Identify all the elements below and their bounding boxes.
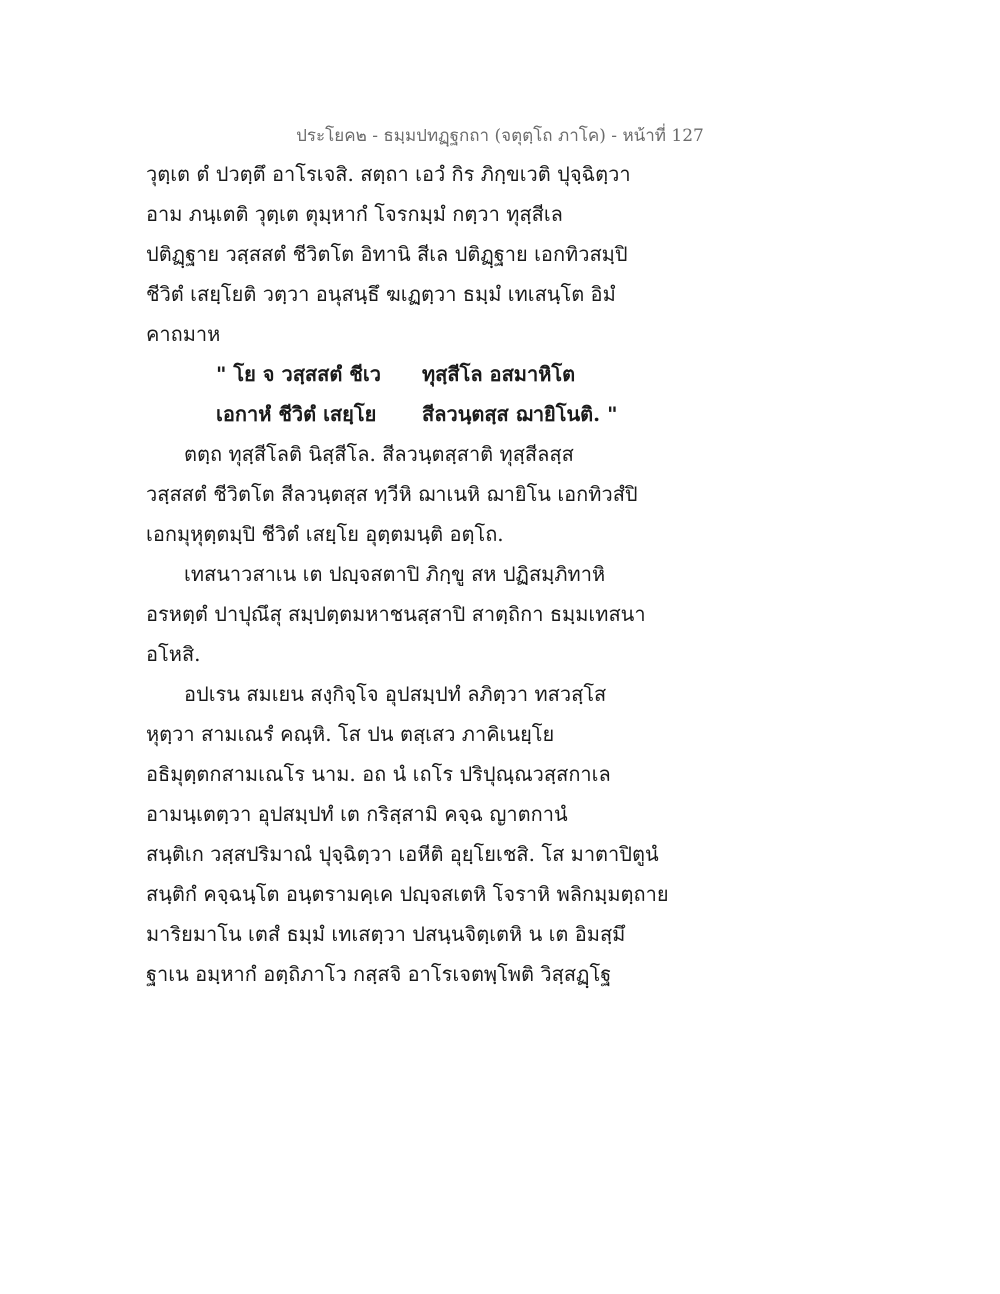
verse-second-half: ทุสฺสีโล อสมาหิโต [422,362,576,386]
text-line: วุตฺเต ตํ ปวตฺตึ อาโรเจสิ. สตฺถา เอวํ กิร ภิกฺขเวติ ปุจฺฉิตฺวา [146,162,631,186]
text-line: ปติฏฺฐาย วสฺสสตํ ชีวิตโต อิทานิ สีเล ปติฏฺฐาย เอกทิวสมฺปิ [146,242,628,266]
text-line: ฐาเน อมฺหากํ อตฺถิภาโว กสฺสจิ อาโรเจตพฺโพติ วิสฺสฏฺโฐ [146,962,612,986]
text-line: อธิมุตฺตกสามเณโร นาม. อถ นํ เถโร ปริปุณฺณวสฺสกาเล [146,762,611,786]
text-line: เทสนาวสาเน เต ปญฺจสตาปิ ภิกฺขู สห ปฏิสมฺภิทาหิ [184,562,606,586]
text-line: ชีวิตํ เสยฺโยติ วตฺวา อนุสนฺธึ ฆเฏตฺวา ธมฺมํ เทเสนฺโต อิมํ [146,282,616,306]
text-line: สนฺติกํ คจฺฉนฺโต อนฺตรามคฺเค ปญฺจสเตหิ โจราหิ พลิกมฺมตฺถาย [146,882,669,906]
text-line: หุตฺวา สามเณรํ คณฺหิ. โส ปน ตสฺเสว ภาคิเนยฺโย [146,722,555,746]
text-line: อามนฺเตตฺวา อุปสมฺปทํ เต กริสฺสามิ คจฺฉ ญาตกานํ [146,802,568,826]
verse-line [146,354,676,394]
verse-first-half: " โย จ วสฺสสตํ ชีเว [216,362,381,386]
text-line: อรหตฺตํ ปาปุณึสุ สมฺปตฺตมหาชนสฺสาปิ สาตฺถิกา ธมฺมเทสนา [146,602,646,626]
text-line: คาถมาห [146,322,221,346]
paragraph-2 [146,434,676,554]
text-line: เอกมุหุตฺตมฺปิ ชีวิตํ เสยฺโย อุตฺตมนฺติ อตฺโถ. [146,522,504,546]
body-text [146,154,676,994]
text-line: อปเรน สมเยน สงฺกิจฺโจ อุปสมฺปทํ ลภิตฺวา ทสวสฺโส [184,682,607,706]
text-line: อโหสิ. [146,642,201,666]
text-line: อาม ภนฺเตติ วุตฺเต ตุมฺหากํ โจรกมฺมํ กตฺวา ทุสฺสีเล [146,202,563,226]
text-line: วสฺสสตํ ชีวิตโต สีลวนฺตสฺส ทฺวีหิ ฌาเนหิ ฌายิโน เอกทิวสํปิ [146,482,638,506]
paragraph-4 [146,674,676,994]
paragraph-3 [146,554,676,674]
text-line: ตตฺถ ทุสฺสีโลติ นิสฺสีโล. สีลวนฺตสฺสาติ ทุสฺสีลสฺส [184,442,574,466]
verse-second-half: สีลวนฺตสฺส ฌายิโนติ. " [422,402,618,426]
text-line: มาริยมาโน เตสํ ธมฺมํ เทเสตฺวา ปสนฺนจิตฺเตหิ น เต อิมสฺมึ [146,922,626,946]
verse-block [146,354,676,434]
verse-line [146,394,676,434]
verse-first-half: เอกาหํ ชีวิตํ เสยฺโย [216,402,377,426]
paragraph-1 [146,154,676,354]
page-header: ประโยค๒ - ธมฺมปทฏฺฐกถา (จตุตฺโถ ภาโค) - หน้าที่ 127 [296,126,704,146]
text-line: สนฺติเก วสฺสปริมาณํ ปุจฺฉิตฺวา เอหีติ อุยฺโยเชสิ. โส มาตาปิตูนํ [146,842,659,866]
